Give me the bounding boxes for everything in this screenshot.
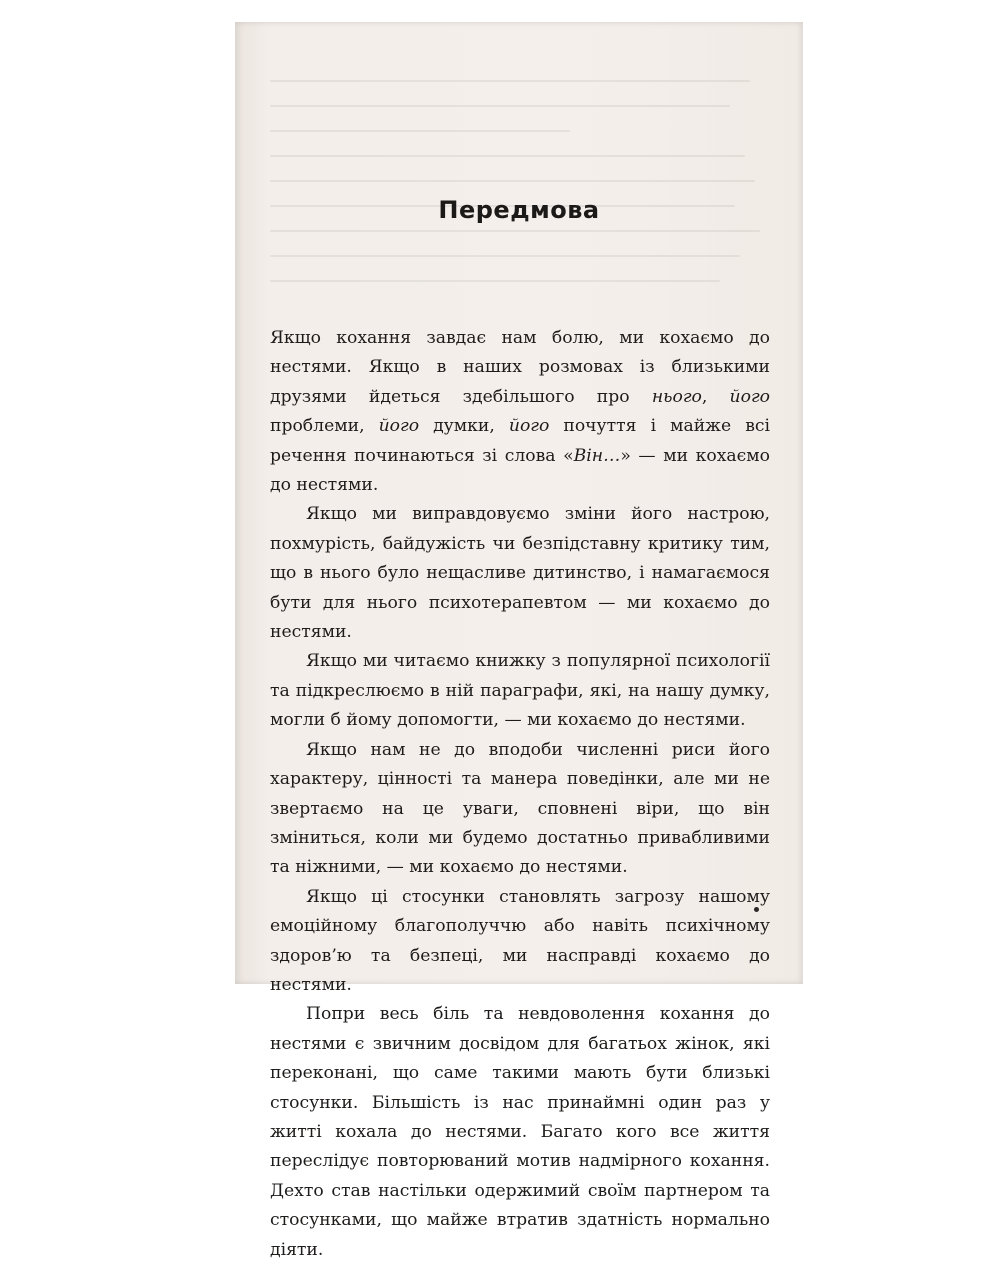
paragraph: Попри весь біль та невдоволення кохання до нестями є звичним досвідом для багатьох жінок, які переконані, що саме такими мають бути близькі стосунки. Більшість із нас принаймні один раз у житті кохала до нестями. Багато кого все життя переслідує повторюваний мотив надмірного кохання. Дехто став настільки одержимий своїм партнером та стосунками, що майже втратив здатність нормально діяти.: [270, 1004, 770, 1260]
paragraph: Якщо ці стосунки становлять загрозу нашому емоційному благополуччю або навіть психічному здоров’ю та безпеці, ми насправді кохаємо до нестями.: [270, 886, 770, 995]
paragraph: Якщо нам не до вподоби численні риси його характеру, цінності та манера поведінки, але ми не звертаємо на це уваги, сповнені віри, що він зміниться, коли ми будемо достатньо привабливими та ніжними, — ми кохаємо до нестями.: [270, 739, 770, 878]
italic-segment: його: [378, 416, 420, 437]
text-segment: проблеми,: [270, 416, 379, 437]
italic-segment: Він…: [573, 445, 621, 466]
page-title: Передмова: [438, 196, 600, 224]
italic-segment: його: [508, 416, 550, 437]
italic-segment: нього: [651, 386, 702, 407]
paragraph: Якщо ми читаємо книжку з популярної психології та підкреслюємо в ній параграфи, які, на нашу думку, могли б йому допомогти, — ми кохаємо до нестями.: [270, 651, 770, 731]
paragraph: [270, 324, 770, 500]
text-segment: ,: [701, 386, 730, 407]
print-speck: [754, 907, 759, 912]
text-segment: Якщо кохання завдає нам болю, ми кохаємо до нестями. Якщо в наших розмовах із близькими друзями йдеться здебільшого про: [270, 328, 770, 407]
text-segment: почуття і майже всі речення починаються зі слова «: [270, 416, 771, 466]
text-segment: » — ми кохаємо до нестями.: [270, 445, 770, 496]
italic-segment: його: [729, 386, 770, 407]
body-text: [270, 324, 770, 1265]
paragraph: Якщо ми виправдовуємо зміни його настрою, похмурість, байдужість чи безпідставну критику тим, що в нього було нещасливе дитинство, і намагаємося бути для нього психотерапевтом — ми кохаємо до нестями.: [270, 504, 770, 643]
text-segment: думки,: [419, 416, 509, 437]
